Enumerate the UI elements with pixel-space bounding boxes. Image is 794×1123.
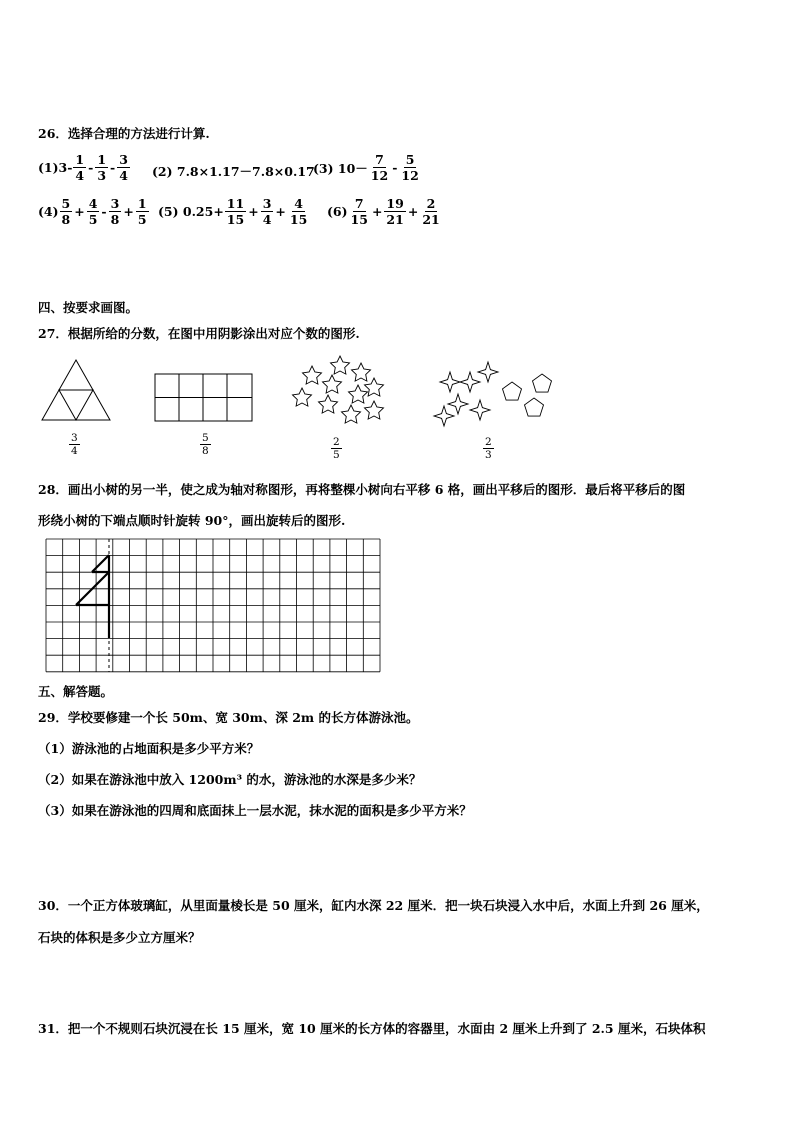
half-tree: [76, 555, 109, 638]
q27-fraction-3: $\frac{2}{5}$: [333, 436, 340, 461]
four-point-stars-and-pentagons-figure: [432, 356, 557, 430]
q28-line-1: 28．画出小树的另一半，使之成为轴对称图形，再将整棵小树向右平移 6 格，画出平移后的图形．最后将平移后的图: [38, 482, 686, 497]
q26-expr-5: (5) 0.25+ $\frac{11}{15}$ + $\frac{3}{4}$ + $\frac{4}{15}$: [158, 196, 308, 227]
q26-expr-1: (1)3- $\frac{1}{4}$ - $\frac{1}{3}$ - $\frac{3}{4}$: [38, 152, 128, 183]
q29-title: 29．学校要修建一个长 50m、宽 30m、深 2m 的长方体游泳池。: [38, 710, 419, 725]
q26-expr-4: (4) $\frac{5}{8}$ + $\frac{4}{5}$ - $\frac{3}{8}$ + $\frac{1}{5}$: [38, 196, 147, 227]
rectangle-grid-figure: [154, 373, 254, 423]
q27-fraction-1: $\frac{3}{4}$: [71, 432, 78, 457]
q30-line-2: 石块的体积是多少立方厘米？: [38, 930, 201, 945]
q29-sub-2: （2）如果在游泳池中放入 1200m³ 的水，游泳池的水深是多少米？: [38, 772, 422, 787]
q26-expr-3: (3) 10－ $\frac{7}{12}$ - $\frac{5}{12}$: [313, 152, 419, 183]
q27-fraction-4: $\frac{2}{3}$: [485, 436, 492, 461]
section-4-heading: 四、按要求画图。: [38, 300, 139, 315]
q31-line-1: 31．把一个不规则石块沉浸在长 15 厘米，宽 10 厘米的长方体的容器里，水面由 2 厘米上升到了 2.5 厘米，石块体积: [38, 1021, 706, 1036]
q29-sub-3: （3）如果在游泳池的四周和底面抹上一层水泥，抹水泥的面积是多少平方米？: [38, 803, 472, 818]
q29-sub-1: （1）游泳池的占地面积是多少平方米？: [38, 741, 260, 756]
stars-figure: [288, 354, 390, 430]
tree-grid: [44, 537, 382, 674]
q30-line-1: 30．一个正方体玻璃缸，从里面量棱长是 50 厘米，缸内水深 22 厘米．把一块石块浸入水中后，水面上升到 26 厘米，: [38, 898, 709, 913]
expr-label: (1)3-: [38, 160, 73, 175]
q27-title: 27．根据所给的分数，在图中用阴影涂出对应个数的图形.: [38, 326, 360, 341]
q26-expr-2: (2) 7.8×1.17－7.8×0.17: [152, 164, 315, 179]
q26-expr-6: (6) $\frac{7}{15}$ + $\frac{19}{21}$ + $\frac{2}{21}$: [327, 196, 440, 227]
triangle-figure: [40, 358, 112, 424]
q26-title: 26．选择合理的方法进行计算.: [38, 126, 210, 141]
section-5-heading: 五、解答题。: [38, 684, 114, 699]
q27-fraction-2: $\frac{5}{8}$: [202, 432, 209, 457]
q28-line-2: 形绕小树的下端点顺时针旋转 90°，画出旋转后的图形.: [38, 513, 346, 528]
